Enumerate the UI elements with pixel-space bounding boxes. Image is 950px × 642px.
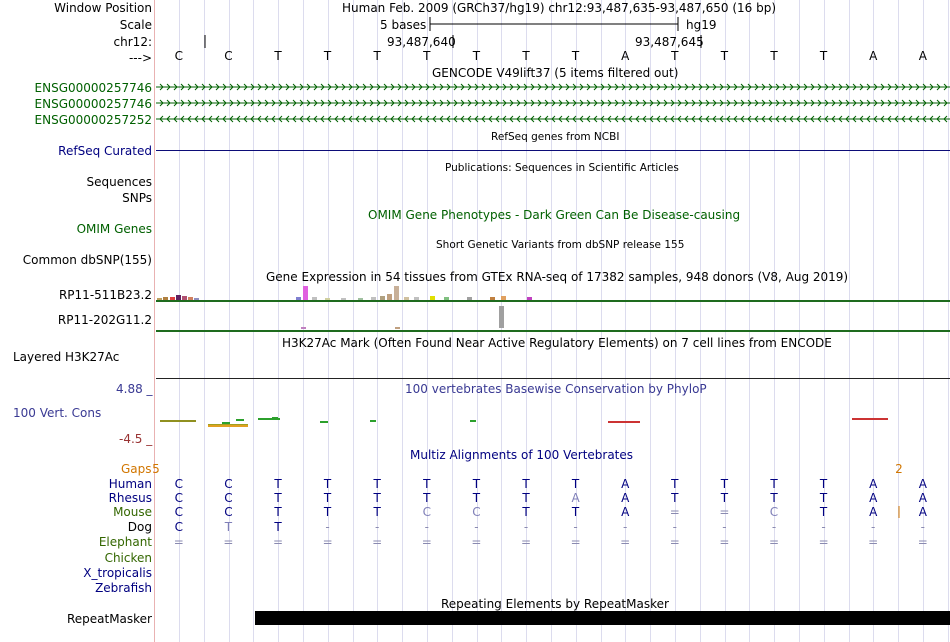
gtex-expression-bar [157,298,162,300]
base-letter: T [770,49,778,63]
alignment-base: T [671,477,679,491]
species-label[interactable]: Human [108,477,152,491]
alignment-base: - [623,520,628,534]
conservation-signal [852,418,888,420]
alignment-base: - [424,520,429,534]
base-letter: T [323,49,332,63]
refseq-label[interactable]: RefSeq Curated [58,144,152,158]
gtex-expression-bar [296,297,301,300]
gaps-label: Gaps [121,462,152,476]
alignment-base: T [571,505,580,519]
gtex-gene-2-label[interactable]: RP11-202G11.2 [57,313,152,327]
gtex-expression-bar [170,297,175,300]
alignment-base: - [821,520,826,534]
gencode-item-3[interactable]: ENSG00000257252 [34,113,152,127]
window-position-label: Window Position [54,1,152,15]
gap-count-1: 5 [152,462,160,476]
gtex-gene-1-label[interactable]: RP11-511B23.2 [58,288,152,302]
alignment-base: T [770,477,778,491]
alignment-base: - [672,520,677,534]
alignment-base: = [372,535,383,549]
base-letter: A [621,49,630,63]
alignment-base: T [819,477,828,491]
species-label[interactable]: Elephant [98,535,152,549]
alignment-base: C [174,477,183,491]
alignment-base: - [722,520,727,534]
alignment-base: = [620,535,631,549]
dbsnp-label[interactable]: Common dbSNP(155) [22,253,152,267]
gencode-track-title: GENCODE V49lift37 (5 items filtered out) [432,66,679,80]
alignment-base: T [423,491,431,505]
ruler-coord-1: 93,487,640 [387,35,456,49]
alignment-base: = [818,535,829,549]
conservation-signal [222,422,230,424]
gencode-item-1[interactable]: ENSG00000257746 [34,81,152,95]
gtex-expression-bar [163,297,168,300]
alignment-base: T [770,491,778,505]
gtex-expression-bar [444,297,449,300]
alignment-base: T [423,477,431,491]
gtex-expression-bar [303,286,308,300]
alignment-base: T [671,491,679,505]
gtex-expression-bar [188,297,193,300]
base-letter: A [918,49,927,63]
alignment-base: - [375,520,380,534]
gtex-expression-bar [371,297,376,300]
pubs-track-title: Publications: Sequences in Scientific Articles [445,162,679,174]
gtex-expression-bar [325,298,330,300]
alignment-base: C [224,491,233,505]
alignment-base: T [373,505,381,519]
gtex-expression-bar [414,297,419,300]
species-label[interactable]: Rhesus [108,491,152,505]
scale-db: hg19 [686,18,717,32]
h3k27ac-label[interactable]: Layered H3K27Ac [13,350,120,364]
alignment-base: = [917,535,928,549]
repeatmasker-label[interactable]: RepeatMasker [66,612,152,626]
base-letter: T [274,49,282,63]
alignment-base: = [421,535,432,549]
gtex-expression-bar [301,327,306,329]
alignment-base: = [868,535,879,549]
alignment-base: A [621,491,630,505]
alignment-base: T [323,491,332,505]
alignment-base: T [720,491,729,505]
alignment-base: - [474,520,479,534]
repeatmasker-track-title: Repeating Elements by RepeatMasker [441,597,669,611]
alignment-base: = [669,505,680,519]
dbsnp-track-title: Short Genetic Variants from dbSNP release 155 [436,239,685,251]
alignment-base: A [869,491,878,505]
conservation-signal [160,420,196,422]
strand-label: ---> [128,51,152,65]
alignment-base: T [819,491,828,505]
refseq-track-title: RefSeq genes from NCBI [491,131,620,143]
alignment-base: A [621,477,630,491]
gtex-track-title: Gene Expression in 54 tissues from GTEx RNA-seq of 17382 samples, 948 donors (V8, Aug 2019) [266,270,849,284]
chrom-label: chr12: [113,35,152,49]
gtex-expression-bar [394,286,399,300]
alignment-base: T [274,520,282,534]
gtex-expression-bar [430,296,435,300]
alignment-base: - [871,520,876,534]
gtex-expression-bar [404,297,409,300]
alignment-base: T [819,505,828,519]
base-letter: T [720,49,729,63]
species-label[interactable]: Dog [127,520,152,534]
alignment-base: = [719,535,730,549]
alignment-base: = [272,535,284,549]
pubs-sequences-label[interactable]: Sequences [86,175,152,189]
alignment-base: T [274,491,282,505]
alignment-base: = [520,535,532,549]
window-position-value: Human Feb. 2009 (GRCh37/hg19) chr12:93,487,635-93,487,650 (16 bp) [342,1,777,15]
gtex-expression-bar [194,298,199,300]
conservation-signal [236,419,244,421]
alignment-base: = [173,535,184,549]
alignment-base: T [522,477,530,491]
h3k27ac-track-title: H3K27Ac Mark (Often Found Near Active Regulatory Elements) on 7 cell lines from ENCODE [282,336,832,350]
alignment-base: = [719,505,730,519]
multiz-track-title: Multiz Alignments of 100 Vertebrates [410,448,634,462]
conservation-signal [470,420,476,422]
alignment-base: = [322,535,333,549]
gtex-expression-bar [499,306,504,328]
alignment-base: C [174,520,183,534]
alignment-base: - [771,520,777,534]
alignment-base: - [573,520,578,534]
alignment-base: T [224,520,233,534]
gtex-expression-bar [358,298,363,300]
conservation-track-title: 100 vertebrates Basewise Conservation by PhyloP [405,382,707,396]
alignment-base: C [422,505,431,519]
species-label[interactable]: Zebrafish [95,581,152,595]
base-letter: T [671,49,679,63]
omim-label[interactable]: OMIM Genes [76,222,152,236]
alignment-base: T [323,505,332,519]
base-letter: T [522,49,530,63]
alignment-base: T [472,477,481,491]
base-letter: C [224,49,233,63]
alignment-base: = [669,535,680,549]
conservation-max: 4.88 _ [116,382,153,396]
gtex-expression-bar [387,294,392,300]
scale-label: Scale [119,18,152,32]
base-letter: T [571,49,580,63]
gtex-expression-bar [176,295,181,300]
gtex-expression-bar [501,296,506,300]
conservation-signal [370,420,376,422]
alignment-base: A [869,505,878,519]
alignment-base: T [323,477,332,491]
gtex-expression-bar [182,296,187,300]
gap-count-2: 2 [895,462,903,476]
alignment-base: = [471,535,482,549]
alignment-base: C [224,477,233,491]
conservation-signal [208,425,248,427]
alignment-base: C [224,505,233,519]
base-letter: C [174,49,183,63]
alignment-base: T [720,477,729,491]
alignment-base: - [325,520,330,534]
alignment-base: A [621,505,630,519]
alignment-base: C [174,505,183,519]
pubs-snps-label[interactable]: SNPs [122,191,152,205]
alignment-base: T [522,505,530,519]
alignment-base: T [373,477,381,491]
base-letter: T [819,49,828,63]
alignment-base: T [274,477,282,491]
alignment-base: - [920,520,925,534]
gtex-expression-bar [312,297,317,300]
gtex-expression-bar [527,297,532,300]
alignment-base: T [522,491,530,505]
alignment-base: C [472,505,481,519]
gtex-expression-bar [341,298,346,300]
alignment-base: = [223,535,234,549]
gtex-expression-bar [395,327,400,329]
alignment-base: C [174,491,183,505]
ruler-coord-2: 93,487,645 [635,35,704,49]
alignment-base: A [918,505,927,519]
conservation-min: -4.5 _ [119,432,153,446]
alignment-base: A [918,477,927,491]
alignment-base: = [768,535,780,549]
alignment-base: A [869,477,878,491]
alignment-base: T [571,477,580,491]
omim-track-title: OMIM Gene Phenotypes - Dark Green Can Be Disease-causing [368,208,741,222]
alignment-base: T [373,491,381,505]
alignment-base: C [769,505,779,519]
alignment-base: A [571,491,580,505]
gtex-expression-bar [467,297,472,300]
scale-text: 5 bases [380,18,427,32]
gtex-expression-bar [490,297,495,300]
alignment-base: T [472,491,481,505]
species-label[interactable]: X_tropicalis [83,566,152,580]
conservation-label[interactable]: 100 Vert. Cons [13,406,102,420]
alignment-base: T [274,505,282,519]
conservation-signal [320,421,328,423]
alignment-base: A [918,491,927,505]
base-letter: T [423,49,431,63]
species-label[interactable]: Mouse [113,505,152,519]
base-letter: T [373,49,381,63]
gencode-item-2[interactable]: ENSG00000257746 [34,97,152,111]
species-label[interactable]: Chicken [104,551,152,565]
base-letter: A [869,49,878,63]
gtex-expression-bar [380,296,385,300]
alignment-base: = [570,535,581,549]
alignment-base: - [523,520,529,534]
base-letter: T [472,49,481,63]
conservation-signal [608,421,640,423]
conservation-signal [272,417,278,419]
